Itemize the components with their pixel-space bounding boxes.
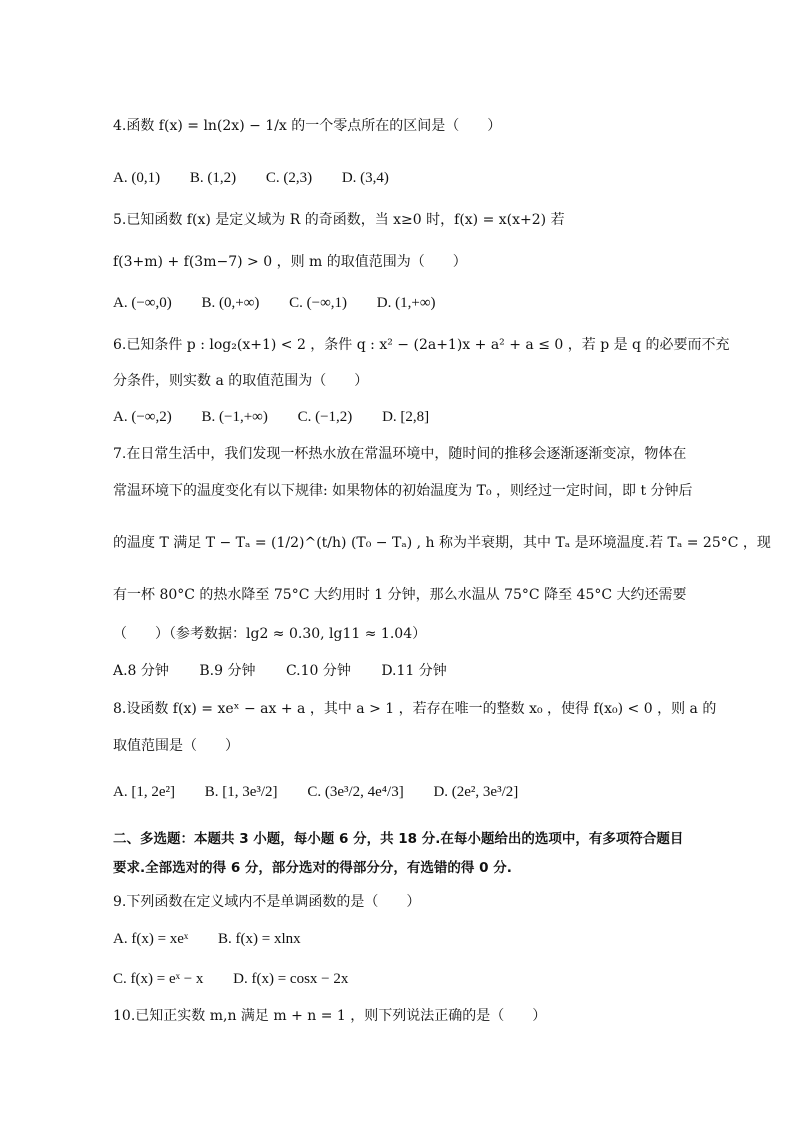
q7-stem-line5: （ ）（参考数据：lg2 ≈ 0.30, lg11 ≈ 1.04） (113, 626, 427, 642)
q9-stem: 9.下列函数在定义域内不是单调函数的是（ ） (113, 894, 421, 910)
q4-options (113, 168, 415, 188)
q7-option-b[interactable]: B.9 分钟 (199, 663, 256, 679)
section2-heading-line1: 二、多选题：本题共 3 小题，每小题 6 分，共 18 分.在每小题给出的选项中，有多项符合题目 (113, 831, 684, 847)
q6-option-d[interactable]: D. [2,8] (382, 409, 430, 425)
q5-options (113, 293, 462, 313)
q4-option-b[interactable]: B. (1,2) (189, 170, 237, 186)
q7-option-a[interactable]: A.8 分钟 (113, 663, 169, 679)
q6-stem-line2: 分条件，则实数 a 的取值范围为（ ） (113, 373, 369, 389)
q4-option-d[interactable]: D. (3,4) (341, 170, 389, 186)
q7-options (113, 661, 473, 681)
q8-option-b[interactable]: B. [1, 3e³/2] (204, 784, 278, 800)
q6-option-b[interactable]: B. (−1,+∞) (201, 409, 268, 425)
q9-options-row2 (113, 969, 374, 989)
q7-stem-line2: 常温环境下的温度变化有以下规律: 如果物体的初始温度为 T₀ ，则经过一定时间，即 t 分钟后 (113, 483, 693, 499)
q9-option-b[interactable]: B. f(x) = xlnx (218, 931, 301, 947)
q5-option-c[interactable]: C. (−∞,1) (289, 295, 348, 311)
q8-option-a[interactable]: A. [1, 2e²] (113, 784, 175, 800)
q5-stem-line2: f(3+m) + f(3m−7) > 0 ，则 m 的取值范围为（ ） (113, 254, 467, 270)
q4-stem: 4.函数 f(x) = ln(2x) − 1/x 的一个零点所在的区间是（ ） (113, 118, 502, 134)
q7-stem-line1: 7.在日常生活中，我们发现一杯热水放在常温环境中，随时间的推移会逐渐逐渐变凉，物体在 (113, 446, 687, 462)
q6-option-a[interactable]: A. (−∞,2) (113, 409, 172, 425)
q8-options (113, 782, 544, 802)
q7-option-c[interactable]: C.10 分钟 (285, 663, 351, 679)
q7-stem-line4: 有一杯 80°C 的热水降至 75°C 大约用时 1 分钟，那么水温从 75°C 降至 45°C 大约还需要 (113, 587, 687, 603)
section2-heading-line2: 要求.全部选对的得 6 分，部分选对的得部分分，有选错的得 0 分. (113, 860, 512, 876)
q4-option-a[interactable]: A. (0,1) (113, 170, 161, 186)
q8-stem-line1: 8.设函数 f(x) = xeˣ − ax + a ，其中 a > 1 ，若存在唯一的整数 x₀ ，使得 f(x₀) < 0 ，则 a 的 (113, 701, 717, 717)
q7-stem-line3: 的温度 T 满足 T − Tₐ = (1/2)^(t/h) (T₀ − Tₐ) , h 称为半衰期，其中 Tₐ 是环境温度.若 Tₐ = 25°C ，现 (113, 535, 771, 551)
q9-option-a[interactable]: A. f(x) = xeˣ (113, 931, 189, 947)
q5-option-b[interactable]: B. (0,+∞) (201, 295, 260, 311)
q9-option-d[interactable]: D. f(x) = cosx − 2x (233, 971, 349, 987)
q9-option-c[interactable]: C. f(x) = eˣ − x (113, 971, 204, 987)
q9-options-row1 (113, 929, 327, 949)
q6-option-c[interactable]: C. (−1,2) (297, 409, 353, 425)
q8-option-c[interactable]: C. (3e³/2, 4e⁴/3] (307, 784, 404, 800)
q8-option-d[interactable]: D. (2e², 3e³/2] (433, 784, 519, 800)
q7-option-d[interactable]: D.11 分钟 (381, 663, 447, 679)
q6-stem-line1: 6.已知条件 p : log₂(x+1) < 2 ，条件 q : x² − (2a+1)x + a² + a ≤ 0 ，若 p 是 q 的必要而不充 (113, 337, 730, 353)
q6-options (113, 407, 455, 427)
q4-option-c[interactable]: C. (2,3) (265, 170, 313, 186)
q5-option-a[interactable]: A. (−∞,0) (113, 295, 172, 311)
q5-stem-line1: 5.已知函数 f(x) 是定义域为 R 的奇函数，当 x≥0 时，f(x) = x(x+2) 若 (113, 212, 565, 228)
q8-stem-line2: 取值范围是（ ） (113, 738, 239, 754)
q10-stem: 10.已知正实数 m,n 满足 m + n = 1 ，则下列说法正确的是（ ） (113, 1008, 547, 1024)
q5-option-d[interactable]: D. (1,+∞) (376, 295, 436, 311)
